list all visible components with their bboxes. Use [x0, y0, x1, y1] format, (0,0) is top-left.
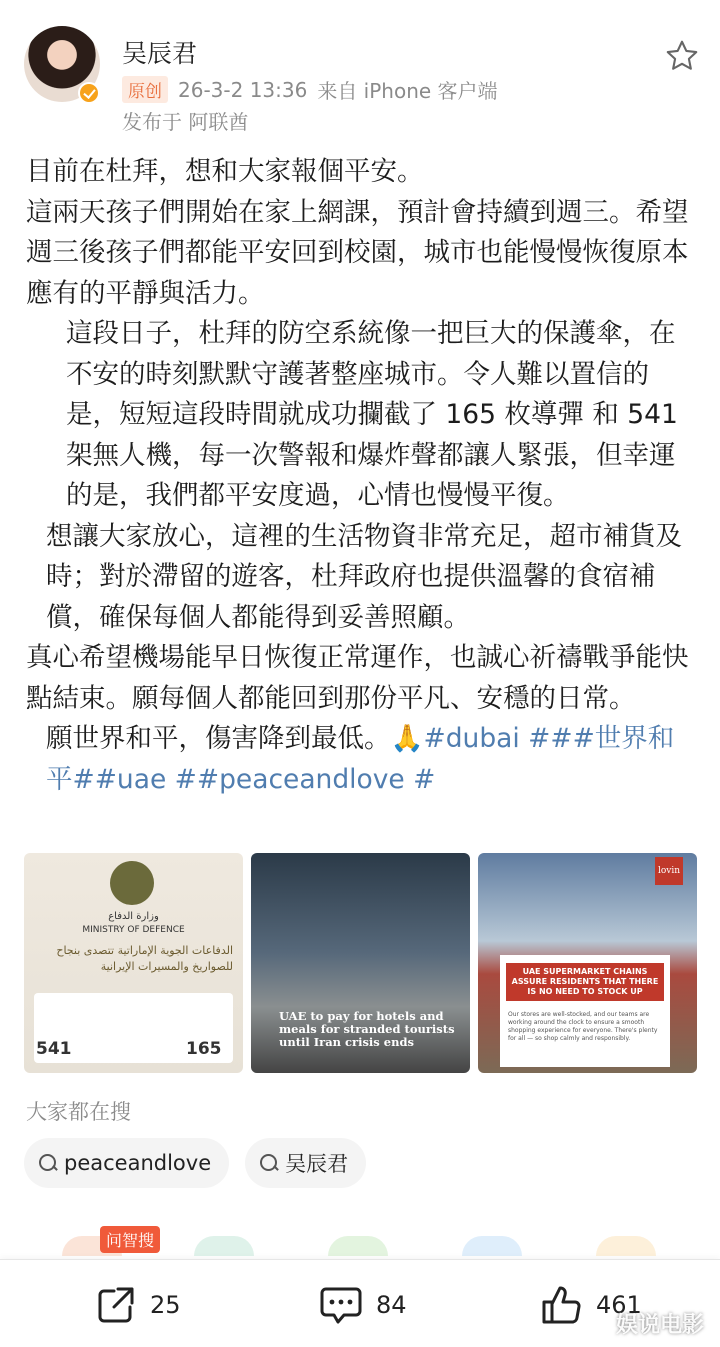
favorite-star-icon[interactable] [664, 38, 700, 74]
image-airport[interactable] [251, 853, 470, 1073]
ask-badge[interactable]: 问智搜 [100, 1226, 160, 1253]
username[interactable]: 吴辰君 [122, 39, 198, 68]
search-chip[interactable] [245, 1138, 366, 1188]
post-header [0, 0, 720, 140]
like-count: 461 [596, 1291, 642, 1319]
image-ministry-defence[interactable] [24, 853, 243, 1073]
post-paragraph: 這兩天孩子們開始在家上網課，預計會持續到週三。希望週三後孩子們都能平安回到校園，城市也能慢慢恢復原本應有的平靜與活力。 [26, 196, 689, 309]
post-paragraph: 這段日子，杜拜的防空系統像一把巨大的保護傘，在不安的時刻默默守護著整座城市。令人難以置信的是，短短這段時間就成功攔截了 165 枚導彈 和 541架無人機，每一次警報和爆炸聲都讓人緊張，但幸運的是，我們都平安度過，心情也慢慢平復。 [66, 318, 678, 511]
hidden-icon[interactable] [194, 1236, 254, 1256]
post-meta [122, 75, 498, 104]
post-paragraph: 真心希望機場能早日恢復正常運作，也誠心祈禱戰爭能快點結束。願每個人都能回到那份平凡、安穩的日常。 [26, 642, 689, 714]
hidden-icon[interactable] [462, 1236, 522, 1256]
share-icon [94, 1283, 138, 1327]
thumbs-up-icon [538, 1282, 584, 1328]
image-caption: UAE to pay for hotels and meals for stranded tourists until Iran crisis ends [279, 1009, 455, 1049]
verified-badge-icon [78, 82, 100, 104]
post-location: 发布于 阿联酋 [122, 110, 249, 134]
image-text: الدفاعات الجوية الإماراتية تتصدى بنجاح للصواريخ والمسيرات الإيرانية [56, 944, 233, 973]
search-chip[interactable] [24, 1138, 229, 1188]
comment-button[interactable] [318, 1282, 407, 1328]
comment-icon [318, 1283, 364, 1327]
image-text: 541 [36, 1039, 72, 1059]
share-count: 25 [150, 1291, 181, 1319]
comment-count: 84 [376, 1291, 407, 1319]
image-text: MINISTRY OF DEFENCE [82, 925, 185, 935]
emblem-icon [110, 861, 154, 905]
search-chip-label: 吴辰君 [285, 1152, 349, 1176]
image-text: وزارة الدفاع [108, 911, 159, 922]
post-paragraph: 目前在杜拜，想和大家報個平安。 [26, 156, 424, 187]
image-text: Our stores are well-stocked, and our teams are working around the clock to ensure a smooth shopping experience for everyone. There's plenty for all — so shop calmly and responsibly. [508, 1011, 658, 1042]
post-closing-text: 願世界和平，傷害降到最低。🙏 [46, 723, 424, 754]
image-text: 165 [186, 1039, 222, 1059]
search-chip-label: peaceandlove [64, 1151, 212, 1175]
post-paragraph: 想讓大家放心，這裡的生活物資非常充足，超市補貨及時；對於滯留的遊客，杜拜政府也提供溫馨的食宿補償，確保每個人都能得到妥善照顧。 [46, 520, 682, 633]
bottom-action-bar [0, 1259, 720, 1347]
image-gallery [24, 853, 698, 1073]
image-supermarket[interactable] [478, 853, 697, 1073]
original-badge: 原创 [122, 76, 168, 103]
image-logo: lovin [655, 857, 683, 885]
search-icon [38, 1153, 58, 1173]
trending-search-title: 大家都在搜 [26, 1100, 131, 1124]
hashtags-link[interactable]: #dubai ###世界和平##uae ##peaceandlove # [46, 723, 675, 795]
post-body [26, 152, 696, 800]
hidden-icon[interactable] [596, 1236, 656, 1256]
post-paragraph [26, 719, 696, 800]
post-time: 26-3-2 13:36 [178, 77, 308, 102]
post-source[interactable]: 来自 iPhone 客户端 [317, 79, 498, 103]
search-chips [24, 1138, 366, 1188]
hidden-icon[interactable] [328, 1236, 388, 1256]
image-banner: UAE SUPERMARKET CHAINS ASSURE RESIDENTS THAT THERE IS NO NEED TO STOCK UP [506, 963, 664, 1001]
watermark: 娱说电影 [616, 1313, 705, 1338]
share-button[interactable] [94, 1282, 181, 1328]
search-icon [259, 1153, 279, 1173]
